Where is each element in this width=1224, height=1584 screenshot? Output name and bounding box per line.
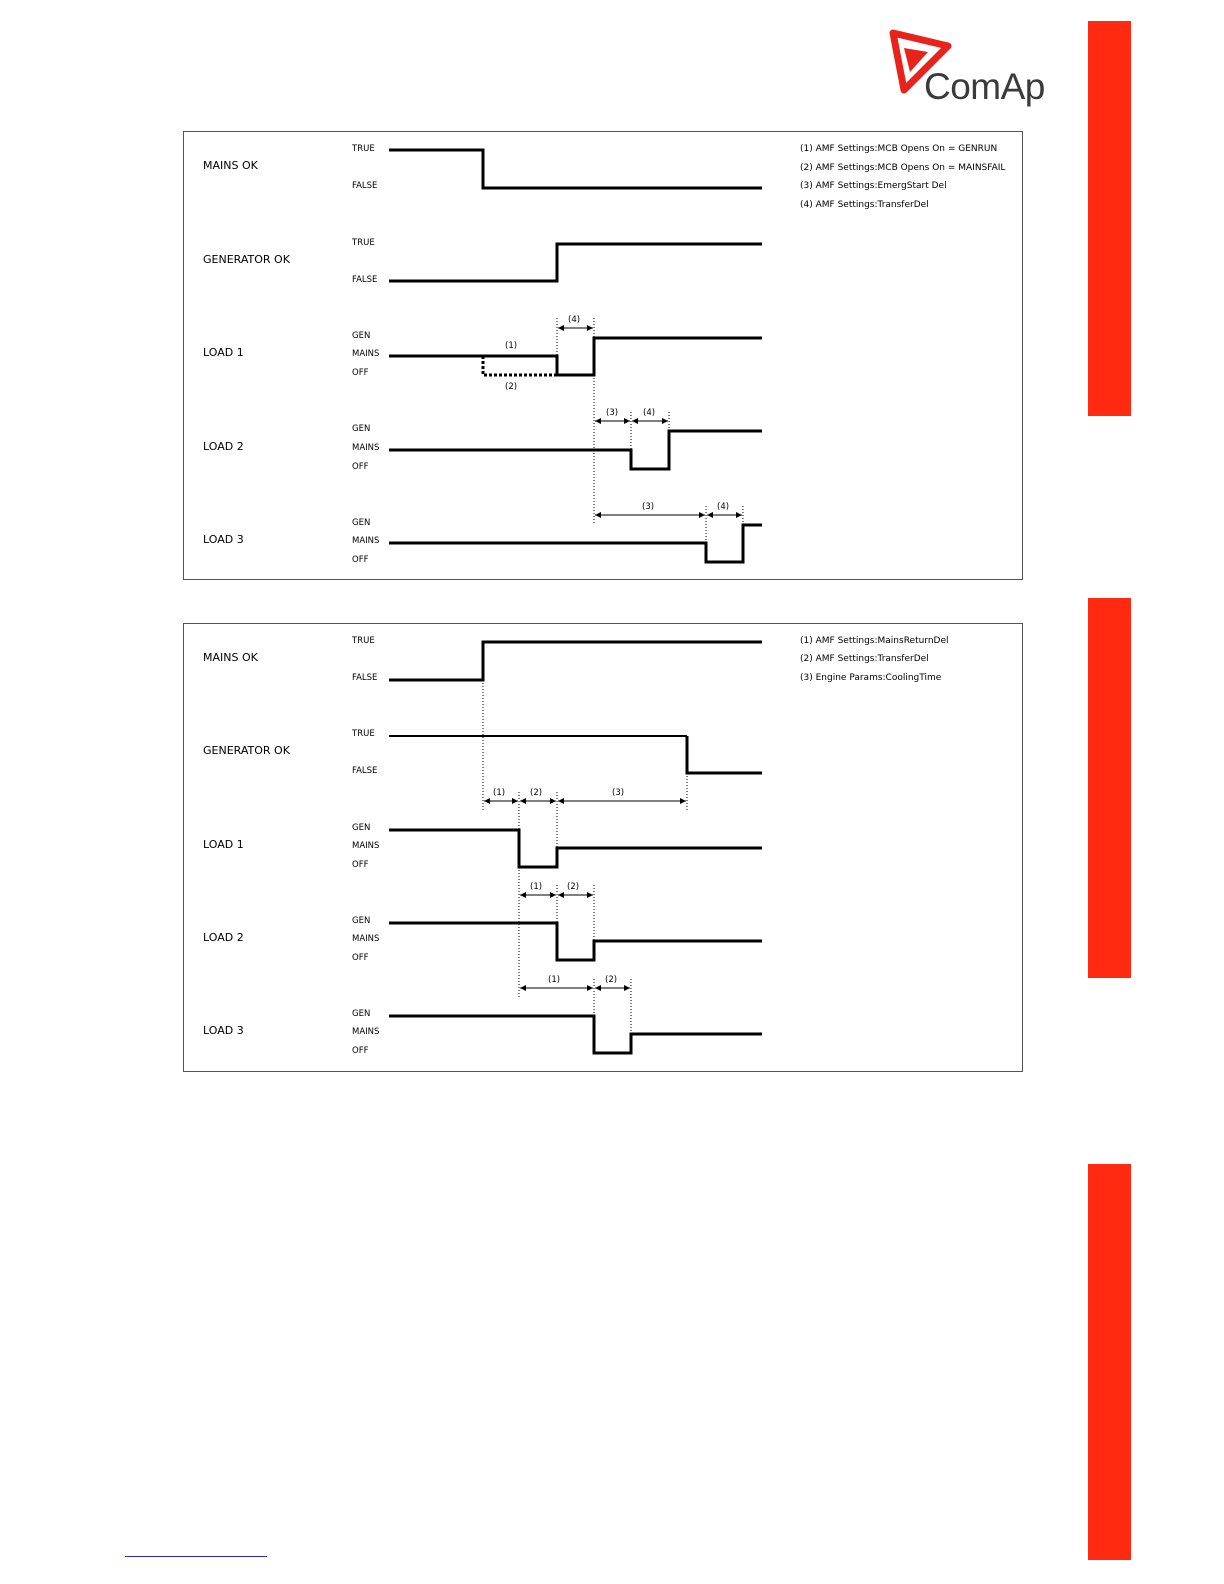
arrow-head <box>558 892 564 898</box>
arrow-head <box>624 985 630 991</box>
legend-note: (4) AMF Settings:TransferDel <box>800 200 929 210</box>
side-tab-top <box>1088 21 1131 416</box>
arrow-head <box>595 512 601 518</box>
mains-ok-waveform <box>389 150 762 188</box>
interval-label: (4) <box>643 408 656 418</box>
interval-label: (4) <box>568 315 581 325</box>
signal-name: LOAD 1 <box>203 346 244 359</box>
legend-note: (3) Engine Params:CoolingTime <box>800 673 942 683</box>
interval-label: (3) <box>612 788 625 798</box>
level-label: MAINS <box>352 841 380 851</box>
footer-link-underline[interactable] <box>125 1556 267 1557</box>
signal-name: GENERATOR OK <box>203 744 290 757</box>
arrow-head <box>520 985 526 991</box>
timing-diagram-2 <box>183 623 1023 1072</box>
level-label: OFF <box>352 1046 369 1056</box>
load-3-waveform <box>389 1016 762 1053</box>
legend-note: (2) AMF Settings:TransferDel <box>800 654 929 664</box>
arrow-head <box>707 512 713 518</box>
level-label: OFF <box>352 555 369 565</box>
signal-name: LOAD 2 <box>203 440 244 453</box>
signal-name: LOAD 2 <box>203 931 244 944</box>
level-label: MAINS <box>352 536 380 546</box>
signal-name: MAINS OK <box>203 159 258 172</box>
comap-logo <box>888 28 1058 118</box>
legend-note: (1) AMF Settings:MainsReturnDel <box>800 636 949 646</box>
arrow-head <box>624 418 630 424</box>
arrow-head <box>736 512 742 518</box>
interval-label: (2) <box>567 882 580 892</box>
level-label: FALSE <box>352 766 378 776</box>
interval-label: (1) <box>493 788 506 798</box>
arrow-head <box>587 325 593 331</box>
level-label: GEN <box>352 823 371 833</box>
arrow-head <box>662 418 668 424</box>
load-2-waveform <box>389 431 762 469</box>
level-label: GEN <box>352 424 371 434</box>
level-label: GEN <box>352 916 371 926</box>
level-label: OFF <box>352 462 369 472</box>
arrow-head <box>632 418 638 424</box>
interval-label: (3) <box>642 502 655 512</box>
generator-ok-waveform-drop <box>687 736 762 773</box>
arrow-head <box>587 892 593 898</box>
arrow-head <box>520 798 526 804</box>
signal-name: GENERATOR OK <box>203 253 290 266</box>
signal-name: MAINS OK <box>203 651 258 664</box>
timing-diagram-1 <box>183 131 1023 580</box>
level-label: TRUE <box>352 144 375 154</box>
side-tab-bottom <box>1088 1164 1131 1560</box>
interval-label: (2) <box>505 382 518 392</box>
interval-label: (2) <box>530 788 543 798</box>
arrow-head <box>550 892 556 898</box>
interval-label: (3) <box>606 408 619 418</box>
arrow-head <box>520 892 526 898</box>
signal-name: LOAD 1 <box>203 838 244 851</box>
mains-ok-waveform <box>389 642 762 680</box>
arrow-head <box>699 512 705 518</box>
level-label: TRUE <box>352 729 375 739</box>
level-label: FALSE <box>352 673 378 683</box>
interval-label: (1) <box>505 341 518 351</box>
logo-text: ComAp <box>924 66 1045 107</box>
arrow-head <box>512 798 518 804</box>
arrow-head <box>595 985 601 991</box>
level-label: OFF <box>352 860 369 870</box>
generator-ok-waveform <box>389 244 762 281</box>
level-label: OFF <box>352 953 369 963</box>
load-1-mainsfail-waveform <box>483 356 557 375</box>
level-label: FALSE <box>352 181 378 191</box>
interval-label: (2) <box>605 975 618 985</box>
legend-note: (2) AMF Settings:MCB Opens On = MAINSFAIL <box>800 163 1006 173</box>
level-label: OFF <box>352 368 369 378</box>
signal-name: LOAD 3 <box>203 1024 244 1037</box>
arrow-head <box>558 325 564 331</box>
level-label: MAINS <box>352 934 380 944</box>
side-tab-middle <box>1088 598 1131 978</box>
arrow-head <box>550 798 556 804</box>
legend-note: (1) AMF Settings:MCB Opens On = GENRUN <box>800 144 998 154</box>
arrow-head <box>680 798 686 804</box>
level-label: GEN <box>352 518 371 528</box>
level-label: MAINS <box>352 443 380 453</box>
arrow-head <box>587 985 593 991</box>
load-2-waveform <box>389 923 762 960</box>
level-label: TRUE <box>352 636 375 646</box>
interval-label: (1) <box>548 975 561 985</box>
load-1-waveform <box>389 338 762 375</box>
legend-note: (3) AMF Settings:EmergStart Del <box>800 181 947 191</box>
interval-label: (4) <box>717 502 730 512</box>
interval-label: (1) <box>530 882 543 892</box>
arrow-head <box>595 418 601 424</box>
level-label: GEN <box>352 331 371 341</box>
level-label: TRUE <box>352 238 375 248</box>
signal-name: LOAD 3 <box>203 533 244 546</box>
level-label: GEN <box>352 1009 371 1019</box>
load-1-waveform <box>389 830 762 867</box>
arrow-head <box>484 798 490 804</box>
level-label: MAINS <box>352 349 380 359</box>
level-label: MAINS <box>352 1027 380 1037</box>
arrow-head <box>558 798 564 804</box>
level-label: FALSE <box>352 275 378 285</box>
